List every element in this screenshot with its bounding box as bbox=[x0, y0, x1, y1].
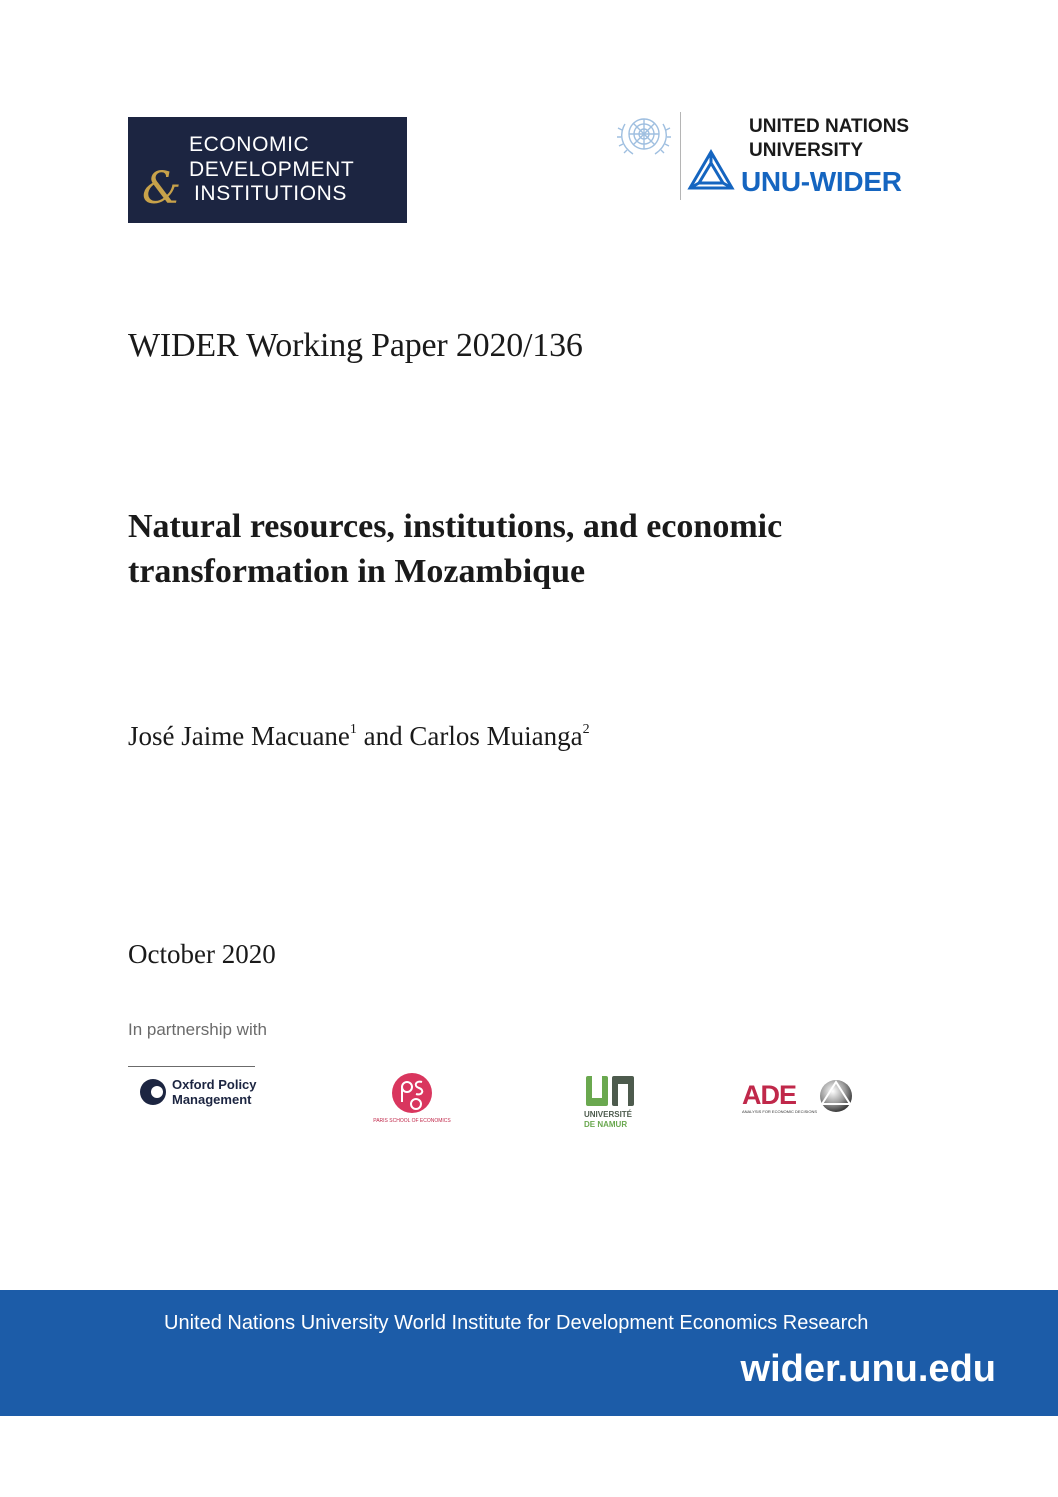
unu-wider-mark-icon bbox=[686, 148, 736, 194]
paper-series: WIDER Working Paper 2020/136 bbox=[128, 327, 583, 364]
edi-logo bbox=[128, 117, 407, 223]
partnership-heading: In partnership with bbox=[128, 1020, 267, 1039]
footer-institute-name: United Nations University World Institute for Development Economics Research bbox=[164, 1312, 869, 1334]
paris-school-of-economics-logo bbox=[370, 1070, 454, 1130]
unu-logo-line-1: UNITED NATIONS bbox=[749, 116, 910, 137]
unamur-mark-icon bbox=[584, 1074, 636, 1108]
author-footnote: 1 bbox=[349, 722, 357, 737]
author-footnote: 2 bbox=[582, 722, 590, 737]
pse-mark-icon bbox=[370, 1070, 454, 1118]
footer-band bbox=[0, 1290, 1058, 1416]
paper-authors bbox=[128, 718, 590, 754]
partnership-divider bbox=[128, 1066, 255, 1067]
edi-logo-ampersand: & bbox=[142, 163, 182, 214]
opm-logo-line-2: Management bbox=[172, 1092, 252, 1107]
edi-logo-line-1: ECONOMIC bbox=[189, 133, 310, 156]
author-name: Carlos Muianga bbox=[409, 721, 583, 751]
pse-logo-caption: PARIS SCHOOL OF ECONOMICS bbox=[373, 1118, 451, 1124]
edi-logo-line-3: INSTITUTIONS bbox=[194, 182, 348, 205]
unamur-logo-line-2: DE NAMUR bbox=[584, 1120, 628, 1129]
unu-logo-divider bbox=[680, 112, 681, 200]
paper-title: Natural resources, institutions, and economic transformation in Mozambique bbox=[128, 508, 783, 590]
ade-logo-tagline: ANALYSIS FOR ECONOMIC DECISIONS bbox=[742, 1109, 818, 1114]
edi-logo-line-2: DEVELOPMENT bbox=[189, 158, 355, 181]
opm-logo-line-1: Oxford Policy bbox=[172, 1077, 257, 1092]
ade-logo-name: ADE bbox=[742, 1080, 797, 1110]
ade-sphere-icon bbox=[816, 1078, 856, 1114]
opm-mark-icon bbox=[138, 1077, 168, 1107]
unu-logo-line-2: UNIVERSITY bbox=[749, 140, 864, 161]
un-emblem-icon bbox=[613, 110, 675, 160]
paper-date: October 2020 bbox=[128, 939, 276, 969]
unamur-logo-line-1: UNIVERSITÉ bbox=[584, 1110, 633, 1119]
universite-de-namur-logo bbox=[582, 1074, 642, 1134]
oxford-policy-management-logo bbox=[138, 1076, 270, 1108]
footer-website-url[interactable]: wider.unu.edu bbox=[740, 1348, 996, 1390]
unu-wider-wordmark: UNU-WIDER bbox=[741, 166, 902, 197]
author-name: José Jaime Macuane bbox=[128, 721, 350, 751]
authors-conjunction: and bbox=[356, 721, 410, 751]
ade-logo bbox=[742, 1080, 860, 1116]
